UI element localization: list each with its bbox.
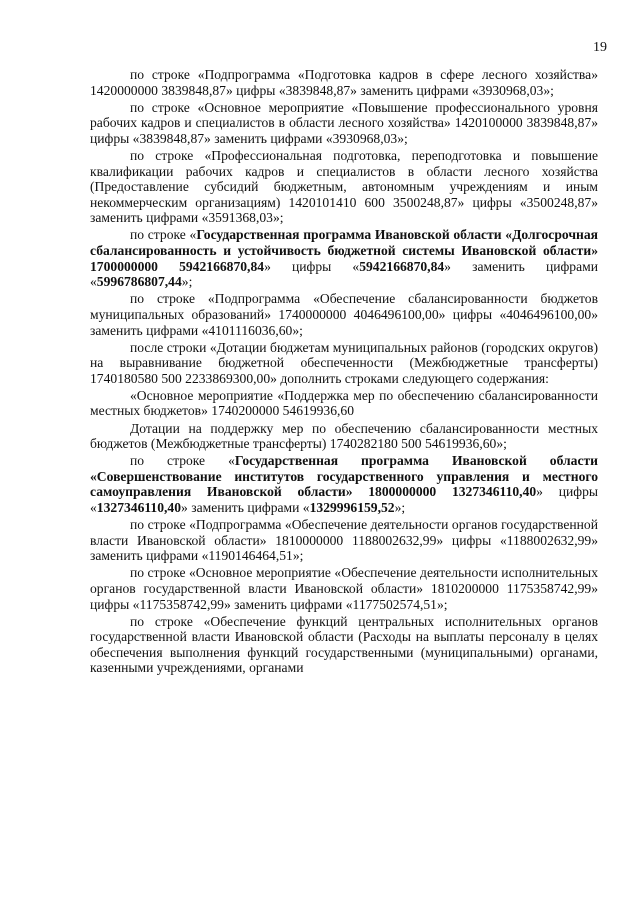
document-body	[90, 67, 598, 678]
text-run: » цифры «	[264, 258, 360, 274]
amendment-paragraph	[90, 614, 598, 676]
text-run: » цифры «	[90, 484, 598, 516]
text-run: » заменить цифрами «	[181, 500, 310, 516]
amendment-paragraph	[90, 227, 598, 289]
bold-text-run: 5942166870,84	[359, 258, 445, 274]
text-run: по строке «Подпрограмма «Обеспечение сбалансированности бюджетов муниципальных образований» 1740000000 4046496100,00» цифры «4046496100,00» заменить цифрами «4101116036,60»;	[90, 291, 598, 338]
text-run: по строке «Профессиональная подготовка, переподготовка и повышение квалификации рабочих кадров и специалистов в области лесного хозяйства (Предоставление субсидий бюджетным, автономным учреждениям и иным некоммерческим организациям) 1420101410 600 3500248,87» цифры «3500248,87» заменить цифрами «3591368,03»;	[90, 147, 598, 226]
bold-text-run: Государственная программа Ивановской области «Долгосрочная сбалансированность и устойчивость бюджетной системы Ивановской области» 1700000000 5942166870,84	[90, 227, 598, 274]
bold-text-run: 1327346110,40	[96, 500, 182, 516]
text-run: Дотации на поддержку мер по обеспечению сбалансированности местных бюджетов (Межбюджетные трансферты) 1740282180 500 54619936,60»;	[90, 420, 598, 452]
bold-text-run: 5996786807,44	[96, 274, 182, 290]
text-run: по строке «Обеспечение функций центральных исполнительных органов государственной власти Ивановской области (Расходы на выплаты персоналу в целях обеспечения выполнения функций государственными (муниципальными) органами, казенными учреждениями, органами	[90, 613, 598, 676]
text-run: »;	[394, 500, 406, 516]
text-run: »;	[181, 274, 193, 290]
bold-text-run: Государственная программа Ивановской области «Совершенствование институтов государственного управления и местного самоуправления Ивановской области» 1800000000 1327346110,40	[90, 453, 598, 500]
text-run: » заменить цифрами «	[90, 258, 599, 290]
text-run: по строке «	[130, 227, 197, 243]
text-run: «Основное мероприятие «Поддержка мер по обеспечению сбалансированности местных бюджетов» 1740200000 54619936,60	[90, 387, 598, 419]
amendment-paragraph	[90, 291, 598, 338]
amendment-paragraph	[90, 453, 598, 515]
amendment-paragraph	[90, 517, 598, 564]
bold-text-run: 1329996159,52	[309, 500, 395, 516]
amendment-paragraph	[90, 340, 598, 387]
amendment-paragraph	[90, 148, 598, 226]
text-run: по строке «Основное мероприятие «Обеспечение деятельности исполнительных органов государственной власти Ивановской области» 1810200000 1175358742,99» цифры «1175358742,99» заменить цифрами «1177502574,51»;	[90, 565, 598, 612]
amendment-paragraph	[90, 388, 598, 419]
text-run: после строки «Дотации бюджетам муниципальных районов (городских округов) на выравнивание бюджетной обеспеченности (Межбюджетные трансферты) 1740180580 500 2233869300,00» дополнить строками следующего содержания:	[90, 339, 598, 386]
text-run: по строке «Подпрограмма «Подготовка кадров в сфере лесного хозяйства» 1420000000 3839848,87» цифры «3839848,87» заменить цифрами «3930968,03»;	[90, 67, 598, 98]
amendment-paragraph	[90, 100, 598, 147]
text-run: по строке «Основное мероприятие «Повышение профессионального уровня рабочих кадров и специалистов в области лесного хозяйства» 1420100000 3839848,87» цифры «3839848,87» заменить цифрами «3930968,03»;	[90, 99, 598, 146]
amendment-paragraph	[90, 67, 598, 98]
amendment-paragraph	[90, 421, 598, 452]
text-run: по строке «	[130, 453, 235, 469]
page-number: 19	[593, 40, 607, 55]
text-run: по строке «Подпрограмма «Обеспечение деятельности органов государственной власти Ивановской области» 1810000000 1188002632,99» цифры «1188002632,99» заменить цифрами «1190146464,51»;	[90, 517, 598, 564]
amendment-paragraph	[90, 565, 598, 612]
